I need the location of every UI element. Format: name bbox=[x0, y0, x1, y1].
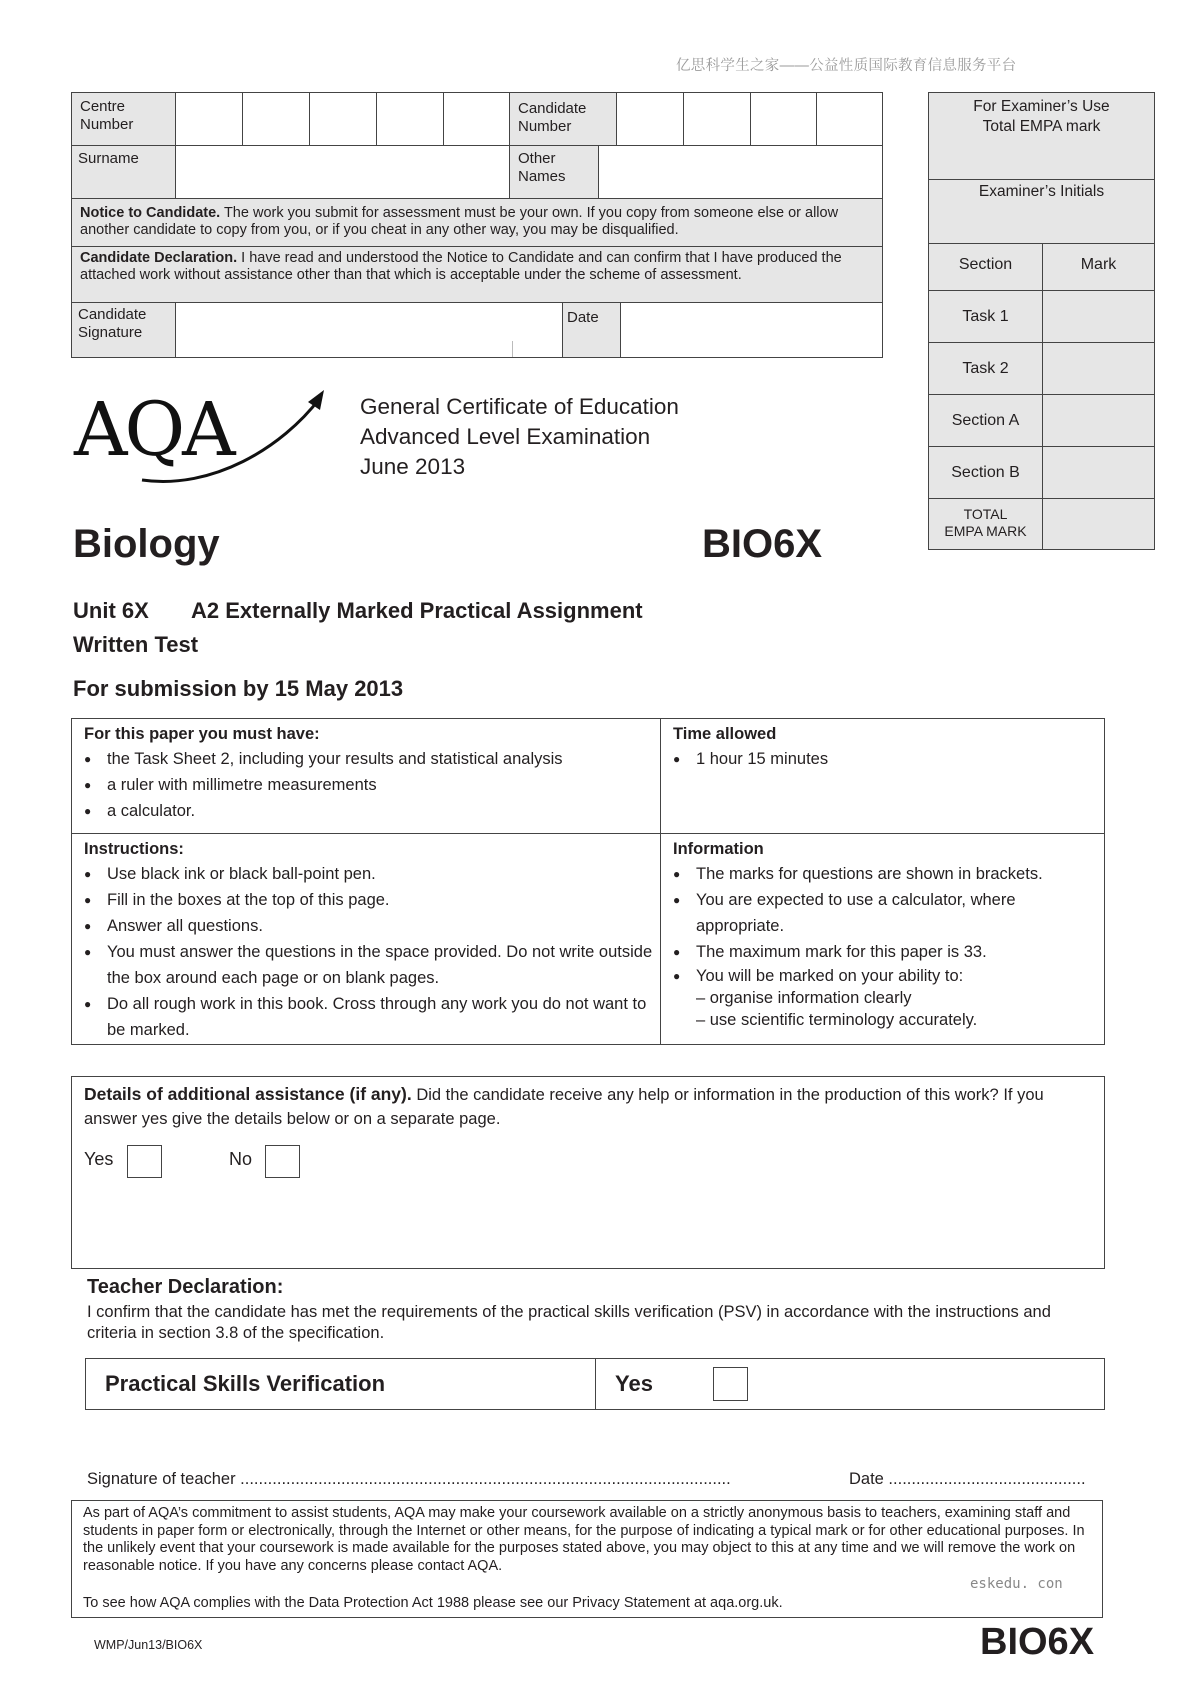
unit-number: Unit 6X bbox=[73, 598, 149, 623]
instruction-item: ● Use black ink or black ball-point pen. bbox=[84, 861, 654, 887]
instructions-title: Instructions: bbox=[84, 840, 184, 858]
surname-field[interactable] bbox=[175, 146, 509, 198]
candidate-number-digit-2[interactable] bbox=[683, 93, 750, 145]
section-b-mark-cell[interactable] bbox=[1043, 447, 1154, 499]
row-section-b: Section B bbox=[951, 464, 1020, 481]
section-header: Section bbox=[958, 256, 1013, 273]
row-task-1: Task 1 bbox=[962, 308, 1009, 325]
instruction-item: ● Fill in the boxes at the top of this page. bbox=[84, 887, 654, 913]
data-protection-text: To see how AQA complies with the Data Protection Act 1988 please see our Privacy Statement at aqa.org.uk. bbox=[83, 1595, 783, 1611]
psv-yes-checkbox[interactable] bbox=[713, 1367, 748, 1401]
marks-table bbox=[929, 244, 1154, 549]
notice-to-candidate: Notice to Candidate. The work you submit for assessment must be your own. If you copy from someone else or allow another candidate to copy from you, or if you cheat in any other way, you may be disqualified. bbox=[72, 199, 882, 246]
candidate-number-digit-3[interactable] bbox=[750, 93, 816, 145]
must-have-section bbox=[84, 722, 654, 824]
other-names-field[interactable] bbox=[598, 146, 882, 198]
information-subitem: – organise information clearly bbox=[696, 989, 912, 1007]
information-item: ● The maximum mark for this paper is 33. bbox=[673, 939, 1098, 965]
total-mark-cell[interactable] bbox=[1043, 499, 1154, 549]
watermark-text: 亿思科学生之家——公益性质国际教育信息服务平台 bbox=[676, 58, 1017, 74]
teacher-signature-line[interactable]: Signature of teacher ........................................................................................................... bbox=[87, 1470, 731, 1488]
aqa-swoosh-icon bbox=[72, 388, 332, 488]
centre-number-digit-2[interactable] bbox=[242, 93, 309, 145]
psv-label: Practical Skills Verification bbox=[105, 1371, 386, 1396]
number-row bbox=[72, 93, 882, 145]
assistance-no-checkbox[interactable] bbox=[265, 1145, 300, 1178]
instruction-item: ● You must answer the questions in the space provided. Do not write outside the box around each page or on blank pages. bbox=[84, 939, 654, 991]
information-subitem: – use scientific terminology accurately. bbox=[696, 1011, 978, 1029]
task-1-mark-cell[interactable] bbox=[1043, 291, 1154, 343]
unit-title: A2 Externally Marked Practical Assignment bbox=[191, 598, 643, 623]
instruction-item: ● Answer all questions. bbox=[84, 913, 654, 939]
examiner-initials-label: Examiner’s Initials bbox=[978, 183, 1105, 200]
teacher-declaration-title: Teacher Declaration: bbox=[87, 1276, 284, 1298]
must-have-title: For this paper you must have: bbox=[84, 725, 320, 743]
watermark-eskedu: eskedu. con bbox=[970, 1576, 1063, 1592]
aqa-logo bbox=[72, 388, 332, 488]
submission-date: For submission by 15 May 2013 bbox=[73, 676, 404, 701]
must-have-item: ● the Task Sheet 2, including your results and statistical analysis bbox=[84, 746, 654, 772]
psv-box bbox=[85, 1358, 1105, 1410]
row-task-2: Task 2 bbox=[962, 360, 1009, 377]
instructions-section bbox=[84, 837, 654, 1043]
subject-title: Biology bbox=[73, 522, 220, 566]
information-item: ● The marks for questions are shown in brackets. bbox=[673, 861, 1098, 887]
assistance-no-label: No bbox=[229, 1149, 253, 1169]
time-allowed-item: ● 1 hour 15 minutes bbox=[673, 746, 1093, 772]
information-title: Information bbox=[673, 840, 764, 858]
candidate-details-box bbox=[71, 92, 883, 358]
centre-number-digit-4[interactable] bbox=[376, 93, 443, 145]
teacher-date-line[interactable]: Date ........................................... bbox=[849, 1470, 1086, 1488]
footer-paper-code: BIO6X bbox=[980, 1621, 1095, 1663]
assistance-yes-label: Yes bbox=[84, 1149, 114, 1169]
candidate-declaration: Candidate Declaration. I have read and understood the Notice to Candidate and can confirm that I have produced the attached work without assistance other than that which is acceptable under the scheme of assessment. bbox=[72, 247, 882, 302]
assistance-text: Details of additional assistance (if any). Did the candidate receive any help or information in the production of this work? If you answer yes give the details below or on a separate page. bbox=[84, 1084, 1044, 1128]
information-item: ● You will be marked on your ability to: bbox=[673, 965, 1098, 987]
paper-code: BIO6X bbox=[702, 522, 823, 566]
examiner-total-label: For Examiner’s Use Total EMPA mark bbox=[973, 98, 1110, 135]
information-section bbox=[673, 837, 1098, 1031]
other-names-label: Other Names bbox=[509, 146, 598, 198]
must-have-item: ● a ruler with millimetre measurements bbox=[84, 772, 654, 798]
centre-number-label: Centre Number bbox=[72, 93, 175, 145]
candidate-number-digit-1[interactable] bbox=[616, 93, 683, 145]
time-allowed-title: Time allowed bbox=[673, 725, 777, 743]
psv-yes-label: Yes bbox=[615, 1371, 653, 1396]
instruction-item: ● Do all rough work in this book. Cross through any work you do not want to be marked. bbox=[84, 991, 654, 1043]
centre-number-digit-5[interactable] bbox=[443, 93, 509, 145]
centre-number-digit-1[interactable] bbox=[175, 93, 242, 145]
date-field[interactable] bbox=[620, 303, 882, 357]
must-have-item: ● a calculator. bbox=[84, 798, 654, 824]
coursework-notice-box bbox=[71, 1500, 1103, 1618]
candidate-number-label: Candidate Number bbox=[509, 93, 616, 145]
centre-number-digit-3[interactable] bbox=[309, 93, 376, 145]
examiner-use-box bbox=[928, 92, 1155, 550]
teacher-declaration-text: I confirm that the candidate has met the requirements of the practical skills verification (PSV) in accordance with the instructions and criteria in section 3.8 of the specification. bbox=[87, 1303, 1051, 1342]
surname-label: Surname bbox=[72, 146, 175, 198]
candidate-number-digit-4[interactable] bbox=[816, 93, 882, 145]
row-total-empa-mark: TOTAL EMPA MARK bbox=[944, 506, 1027, 539]
task-2-mark-cell[interactable] bbox=[1043, 343, 1154, 395]
paper-info-table bbox=[71, 718, 1105, 1045]
date-label: Date bbox=[562, 303, 620, 357]
aqa-logo-text: AQA bbox=[74, 387, 233, 473]
time-allowed-section bbox=[673, 722, 1093, 772]
assistance-yes-checkbox[interactable] bbox=[127, 1145, 162, 1178]
row-section-a: Section A bbox=[951, 412, 1020, 429]
signature-row bbox=[72, 303, 882, 357]
mark-header: Mark bbox=[1080, 256, 1117, 273]
exam-line-2: Advanced Level Examination bbox=[360, 424, 651, 449]
exam-line-1: General Certificate of Education bbox=[360, 394, 679, 419]
candidate-signature-field[interactable] bbox=[175, 303, 512, 357]
section-a-mark-cell[interactable] bbox=[1043, 395, 1154, 447]
exam-line-3: June 2013 bbox=[360, 454, 466, 479]
candidate-signature-label: Candidate Signature bbox=[72, 303, 175, 357]
additional-assistance-box bbox=[71, 1076, 1105, 1269]
exam-title bbox=[360, 392, 679, 482]
coursework-notice-text: As part of AQA’s commitment to assist students, AQA may make your coursework available on a strictly anonymous basis to teachers, examining staff and students in paper form or electronically, through the Internet or other means, for the purpose of indicating a typical mark or for other educational purposes. In the unlikely event that your coursework is made available for the purposes stated above, you may object to this at any time and we will remove the work on reasonable notice. If you have any concerns please contact AQA. bbox=[83, 1505, 1085, 1574]
written-test: Written Test bbox=[73, 632, 199, 657]
names-row bbox=[72, 146, 882, 198]
footer-reference: WMP/Jun13/BIO6X bbox=[94, 1638, 203, 1652]
information-item: ● You are expected to use a calculator, where appropriate. bbox=[673, 887, 1098, 939]
